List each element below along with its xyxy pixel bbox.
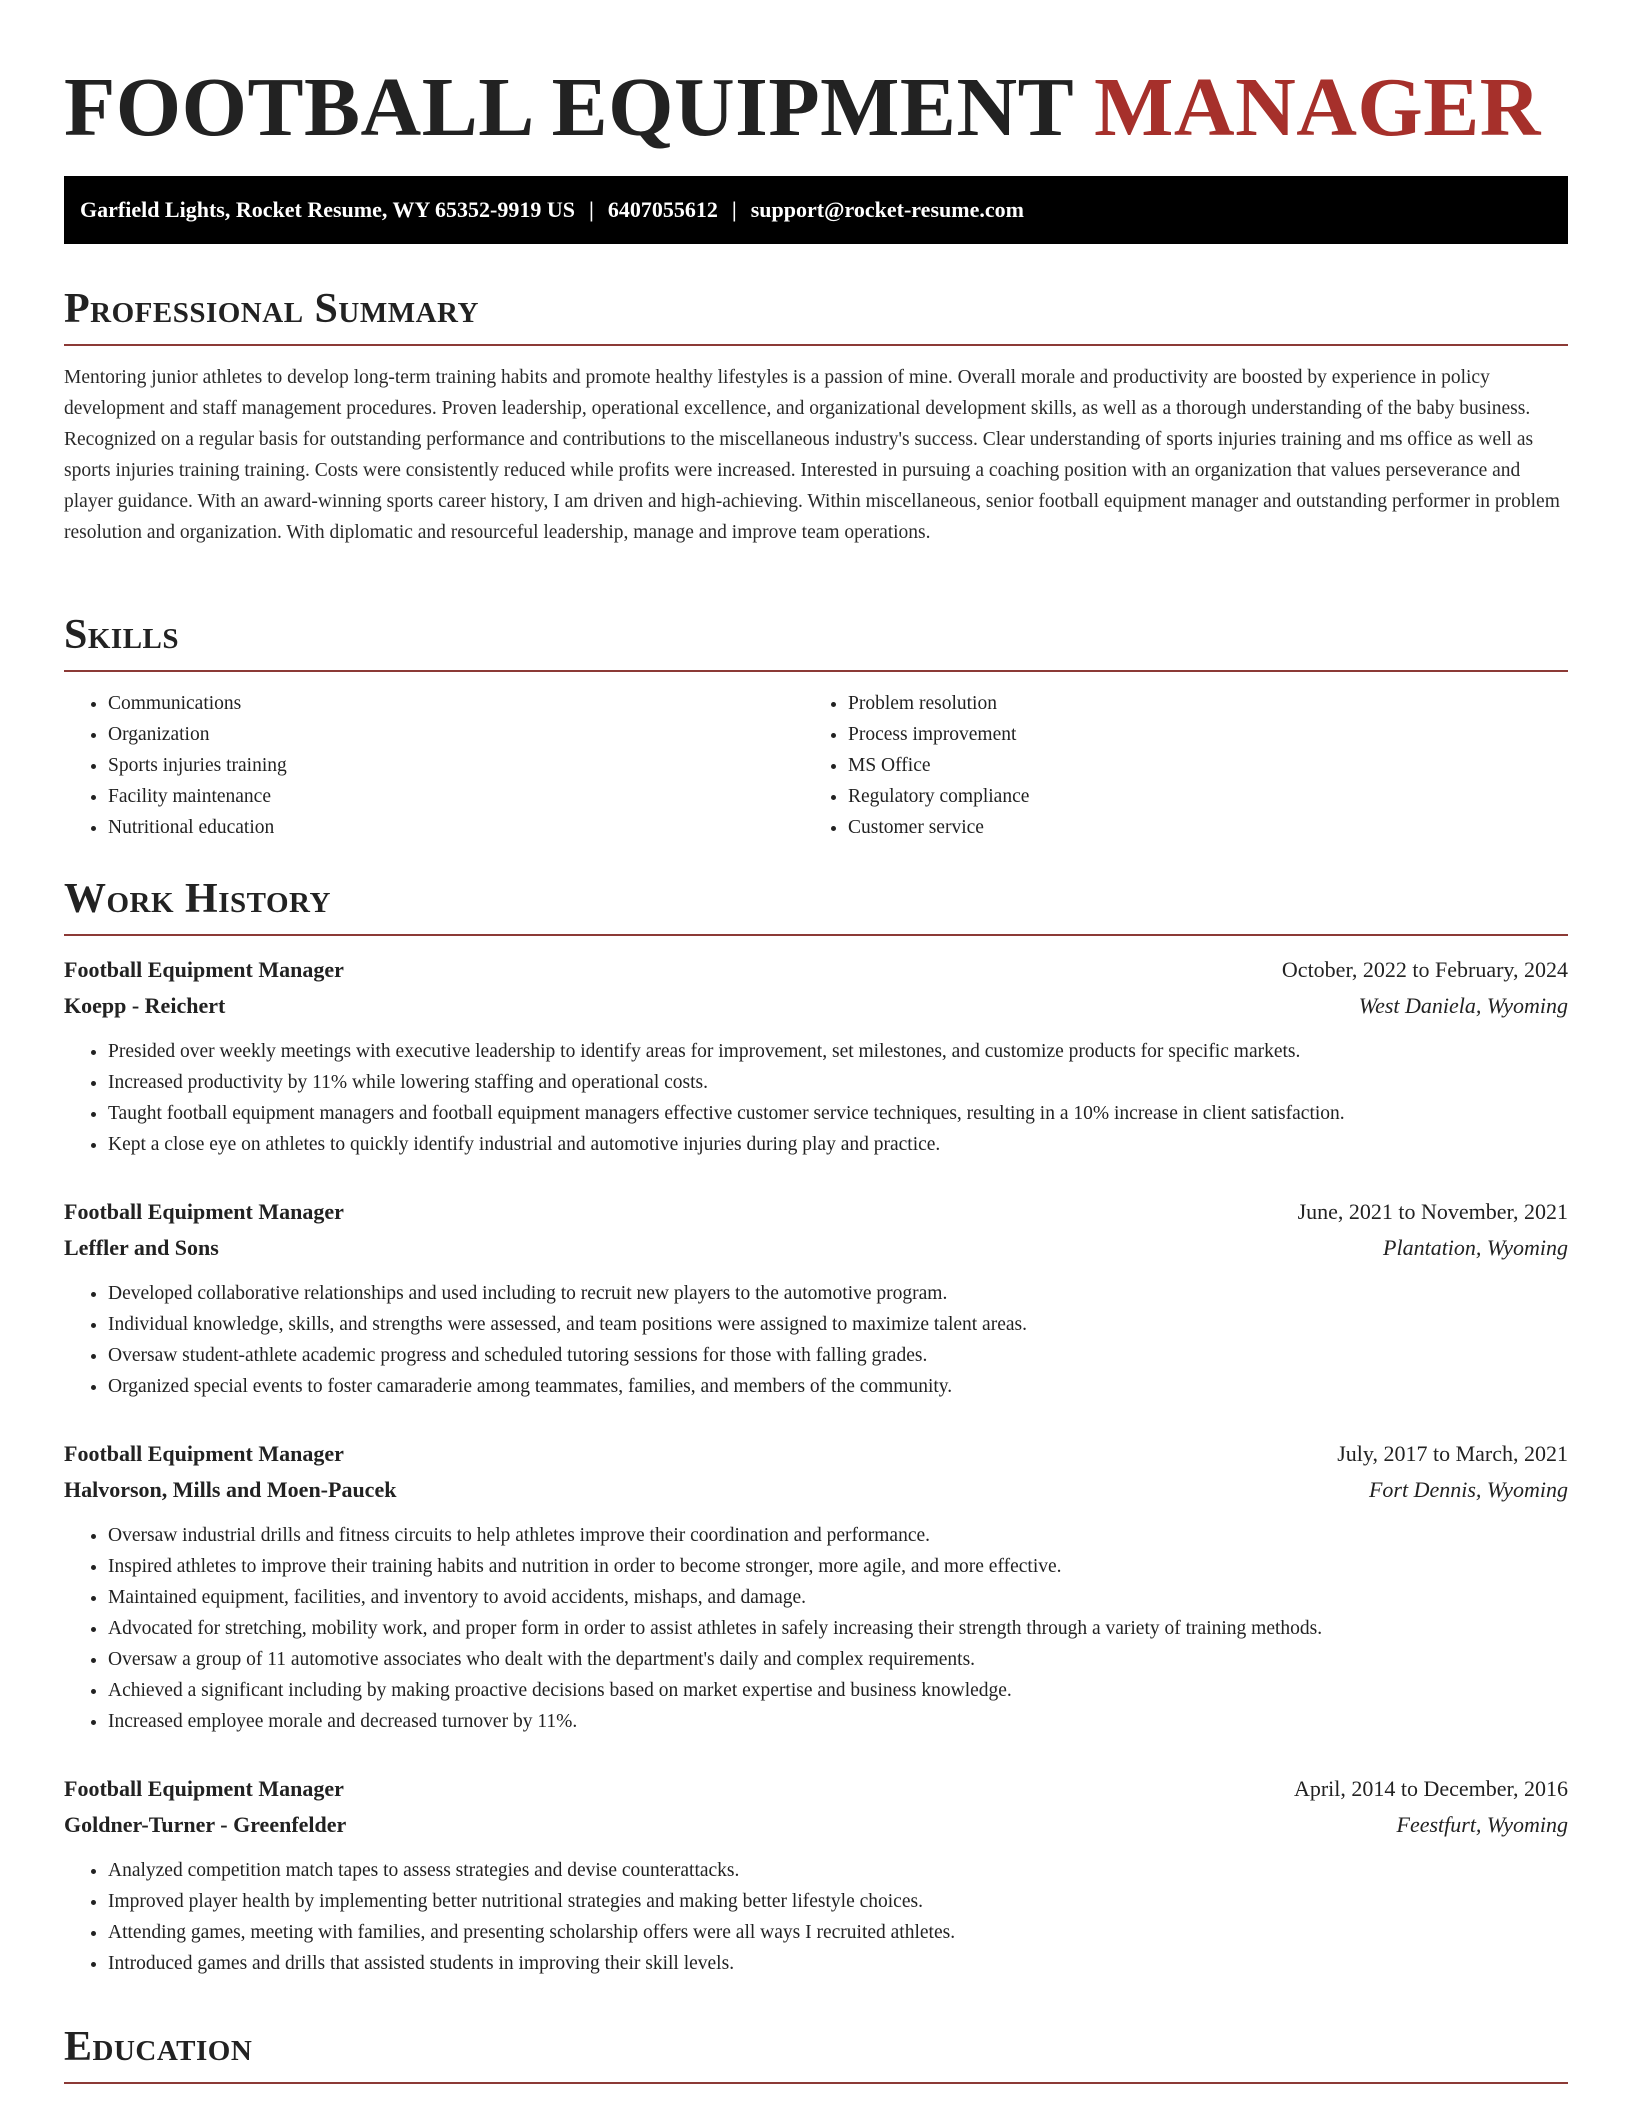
- job-company: Halvorson, Mills and Moen-Paucek: [64, 1477, 397, 1502]
- duty-item: • Introduced games and drills that assisted students in improving their skill levels.: [108, 1948, 1568, 1979]
- job-dates: July, 2017 to March, 2021: [1337, 1441, 1568, 1466]
- job-header: [64, 1194, 1568, 1230]
- skill-item: • Customer service: [848, 812, 1544, 843]
- duty-item: • Increased employee morale and decreased turnover by 11%.: [108, 1706, 1568, 1737]
- skill-item: • Process improvement: [848, 719, 1544, 750]
- section-title-skills: Skills: [64, 612, 180, 658]
- duty-item: • Advocated for stretching, mobility work, and proper form in order to assist athletes in safely increasing their strength through a variety of training methods.: [108, 1613, 1568, 1644]
- duty-item: • Kept a close eye on athletes to quickly identify industrial and automotive injuries during play and practice.: [108, 1129, 1568, 1160]
- duty-item: • Individual knowledge, skills, and strengths were assessed, and team positions were assigned to maximize talent areas.: [108, 1309, 1568, 1340]
- job-location: Fort Dennis, Wyoming: [1368, 1477, 1568, 1502]
- duty-item: • Increased productivity by 11% while lowering staffing and operational costs.: [108, 1067, 1568, 1098]
- title-accent: MANAGER: [1094, 61, 1541, 154]
- job-subheader: [64, 1472, 1568, 1508]
- contact-address: Garfield Lights, Rocket Resume, WY 65352-9919 US: [80, 197, 575, 222]
- duty-item: • Presided over weekly meetings with executive leadership to identify areas for improvement, set milestones, and customize products for specific markets.: [108, 1036, 1568, 1067]
- duty-item: • Achieved a significant including by making proactive decisions based on market expertise and business knowledge.: [108, 1675, 1568, 1706]
- duty-item: • Oversaw student-athlete academic progress and scheduled tutoring sessions for those with falling grades.: [108, 1340, 1568, 1371]
- section-title-education: Education: [64, 2024, 253, 2070]
- job-location: Feestfurt, Wyoming: [1396, 1812, 1568, 1837]
- contact-email: support@rocket-resume.com: [750, 197, 1024, 222]
- job-dates: June, 2021 to November, 2021: [1297, 1199, 1568, 1224]
- duty-item: • Oversaw a group of 11 automotive associates who dealt with the department's daily and complex requirements.: [108, 1644, 1568, 1675]
- skill-item: • Communications: [108, 688, 804, 719]
- skill-item: • Organization: [108, 719, 804, 750]
- job-header: [64, 1436, 1568, 1472]
- duty-item: • Improved player health by implementing better nutritional strategies and making better lifestyle choices.: [108, 1886, 1568, 1917]
- section-divider: [64, 2082, 1568, 2084]
- job-dates: April, 2014 to December, 2016: [1293, 1776, 1568, 1801]
- section-divider: [64, 344, 1568, 346]
- duty-item: • Inspired athletes to improve their training habits and nutrition in order to become stronger, more agile, and more effective.: [108, 1551, 1568, 1582]
- resume-page: [64, 0, 1568, 2070]
- duty-item: • Attending games, meeting with families, and presenting scholarship offers were all ways I recruited athletes.: [108, 1917, 1568, 1948]
- job-entry: [64, 952, 1568, 1160]
- work-section: [64, 870, 1568, 1979]
- contact-bar: [64, 176, 1568, 244]
- job-subheader: [64, 1807, 1568, 1843]
- job-entry: [64, 1436, 1568, 1737]
- skills-column-right: [804, 688, 1544, 843]
- job-company: Leffler and Sons: [64, 1235, 219, 1260]
- title-main: FOOTBALL EQUIPMENT: [64, 61, 1073, 154]
- job-company: Goldner-Turner - Greenfelder: [64, 1812, 347, 1837]
- section-title-work: Work History: [64, 876, 331, 922]
- section-divider: [64, 670, 1568, 672]
- job-dates: October, 2022 to February, 2024: [1281, 957, 1568, 982]
- skills-list: [64, 688, 1568, 843]
- job-duties: [64, 1036, 1568, 1160]
- duty-item: • Developed collaborative relationships and used including to recruit new players to the automotive program.: [108, 1278, 1568, 1309]
- contact-separator: |: [731, 197, 737, 222]
- contact-phone: 6407055612: [607, 197, 718, 222]
- section-divider: [64, 934, 1568, 936]
- duty-item: • Maintained equipment, facilities, and inventory to avoid accidents, mishaps, and damage.: [108, 1582, 1568, 1613]
- job-duties: [64, 1278, 1568, 1402]
- job-header: [64, 1771, 1568, 1807]
- section-title-summary: Professional Summary: [64, 286, 479, 332]
- contact-separator: |: [588, 197, 594, 222]
- job-header: [64, 952, 1568, 988]
- skills-section: [64, 606, 1568, 843]
- job-location: West Daniela, Wyoming: [1358, 993, 1568, 1018]
- summary-text: Mentoring junior athletes to develop long-term training habits and promote healthy lifestyles is a passion of mine. Overall morale and productivity are boosted by experience in policy development and staff management procedures. Proven leadership, operational excellence, and organizational development skills, as well as a thorough understanding of the baby business. Recognized on a regular basis for outstanding performance and contributions to the miscellaneous industry's success. Clear understanding of sports injuries training and ms office as well as sports injuries training training. Costs were consistently reduced while profits were increased. Interested in pursuing a coaching position with an organization that values perseverance and player guidance. With an award-winning sports career history, I am driven and high-achieving. Within miscellaneous, senior football equipment manager and outstanding performer in problem resolution and organization. With diplomatic and resourceful leadership, manage and improve team operations.: [64, 367, 1560, 543]
- duty-item: • Organized special events to foster camaraderie among teammates, families, and members of the community.: [108, 1371, 1568, 1402]
- duty-item: • Taught football equipment managers and football equipment managers effective customer service techniques, resulting in a 10% increase in client satisfaction.: [108, 1098, 1568, 1129]
- job-subheader: [64, 1230, 1568, 1266]
- skills-column-left: [64, 688, 804, 843]
- summary-section: [64, 280, 1568, 548]
- duty-item: • Oversaw industrial drills and fitness circuits to help athletes improve their coordination and performance.: [108, 1520, 1568, 1551]
- skill-item: • Facility maintenance: [108, 781, 804, 812]
- skill-item: • Regulatory compliance: [848, 781, 1544, 812]
- job-title: Football Equipment Manager: [64, 957, 344, 982]
- job-location: Plantation, Wyoming: [1383, 1235, 1568, 1260]
- job-title: Football Equipment Manager: [64, 1776, 344, 1801]
- skill-item: • Problem resolution: [848, 688, 1544, 719]
- job-entry: [64, 1194, 1568, 1402]
- duty-item: • Analyzed competition match tapes to assess strategies and devise counterattacks.: [108, 1855, 1568, 1886]
- job-title: Football Equipment Manager: [64, 1199, 344, 1224]
- education-section: [64, 2018, 1568, 2084]
- skill-item: • MS Office: [848, 750, 1544, 781]
- skill-item: • Nutritional education: [108, 812, 804, 843]
- job-subheader: [64, 988, 1568, 1024]
- job-title: Football Equipment Manager: [64, 1441, 344, 1466]
- job-duties: [64, 1520, 1568, 1737]
- job-company: Koepp - Reichert: [64, 993, 226, 1018]
- skill-item: • Sports injuries training: [108, 750, 804, 781]
- candidate-title: [64, 0, 1568, 156]
- job-entry: [64, 1771, 1568, 1979]
- job-duties: [64, 1855, 1568, 1979]
